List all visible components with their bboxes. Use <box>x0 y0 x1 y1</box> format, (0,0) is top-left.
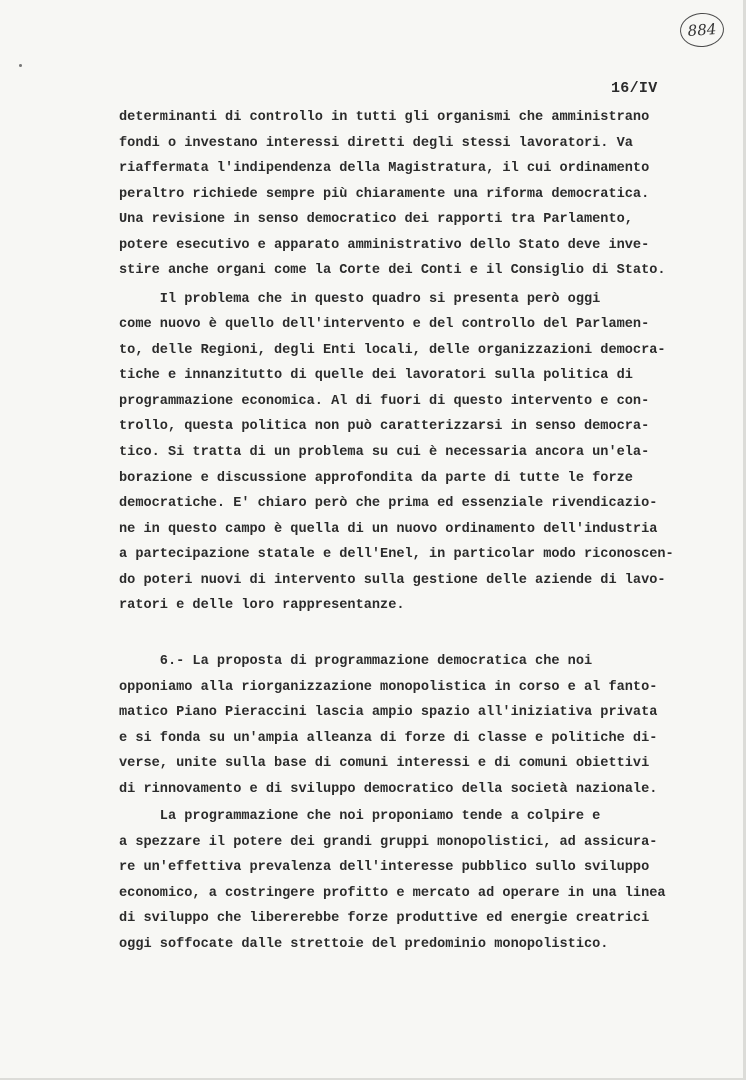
text-line: Il problema che in questo quadro si presenta però oggi <box>119 292 601 307</box>
text-line: riaffermata l'indipendenza della Magistratura, il cui ordinamento <box>119 161 650 176</box>
text-line: fondi o investano interessi diretti degli stessi lavoratori. Va <box>119 136 633 151</box>
text-line: economico, a costringere profitto e mercato ad operare in una linea <box>119 886 666 901</box>
text-line: oggi soffocate dalle strettoie del predominio monopolistico. <box>119 937 609 952</box>
text-line: programmazione economica. Al di fuori di questo intervento e con- <box>119 394 650 409</box>
text-line: tiche e innanzitutto di quelle dei lavoratori sulla politica di <box>119 368 633 383</box>
text-line: stire anche organi come la Corte dei Conti e il Consiglio di Stato. <box>119 263 666 278</box>
text-line: do poteri nuovi di intervento sulla gestione delle aziende di lavo- <box>119 573 666 588</box>
text-line: tico. Si tratta di un problema su cui è necessaria ancora un'ela- <box>119 445 650 460</box>
text-line: borazione e discussione approfondita da parte di tutte le forze <box>119 471 633 486</box>
text-line: to, delle Regioni, degli Enti locali, delle organizzazioni democra- <box>119 343 666 358</box>
text-line: determinanti di controllo in tutti gli organismi che amministrano <box>119 110 650 125</box>
text-line: matico Piano Pieraccini lascia ampio spazio all'iniziativa privata <box>119 705 658 720</box>
text-line: trollo, questa politica non può caratterizzarsi in senso democra- <box>119 419 650 434</box>
archive-stamp: 884 <box>679 12 725 49</box>
text-line: opponiamo alla riorganizzazione monopolistica in corso e al fanto- <box>119 680 658 695</box>
paper-speck <box>19 64 22 67</box>
text-line: potere esecutivo e apparato amministrativo dello Stato deve inve- <box>119 238 650 253</box>
text-line: re un'effettiva prevalenza dell'interesse pubblico sullo sviluppo <box>119 860 650 875</box>
text-line: di rinnovamento e di sviluppo democratico della società nazionale. <box>119 782 658 797</box>
text-line: democratiche. E' chiaro però che prima ed essenziale rivendicazio- <box>119 496 658 511</box>
text-line: come nuovo è quello dell'intervento e del controllo del Parlamen- <box>119 317 650 332</box>
text-line: 6.- La proposta di programmazione democratica che noi <box>119 654 593 669</box>
page-number: 16/IV <box>611 80 658 97</box>
text-line: e si fonda su un'ampia alleanza di forze di classe e politiche di- <box>119 731 658 746</box>
text-line: a partecipazione statale e dell'Enel, in particolar modo riconoscen- <box>119 547 674 562</box>
text-line: verse, unite sulla base di comuni interessi e di comuni obiettivi <box>119 756 650 771</box>
text-line: peraltro richiede sempre più chiaramente una riforma democratica. <box>119 187 650 202</box>
text-line: ratori e delle loro rappresentanze. <box>119 598 405 613</box>
text-line: ne in questo campo è quella di un nuovo ordinamento dell'industria <box>119 522 658 537</box>
text-line: La programmazione che noi proponiamo tende a colpire e <box>119 809 601 824</box>
text-line: Una revisione in senso democratico dei rapporti tra Parlamento, <box>119 212 633 227</box>
text-line: di sviluppo che libererebbe forze produttive ed energie creatrici <box>119 911 650 926</box>
text-line: a spezzare il potere dei grandi gruppi monopolistici, ad assicura- <box>119 835 658 850</box>
